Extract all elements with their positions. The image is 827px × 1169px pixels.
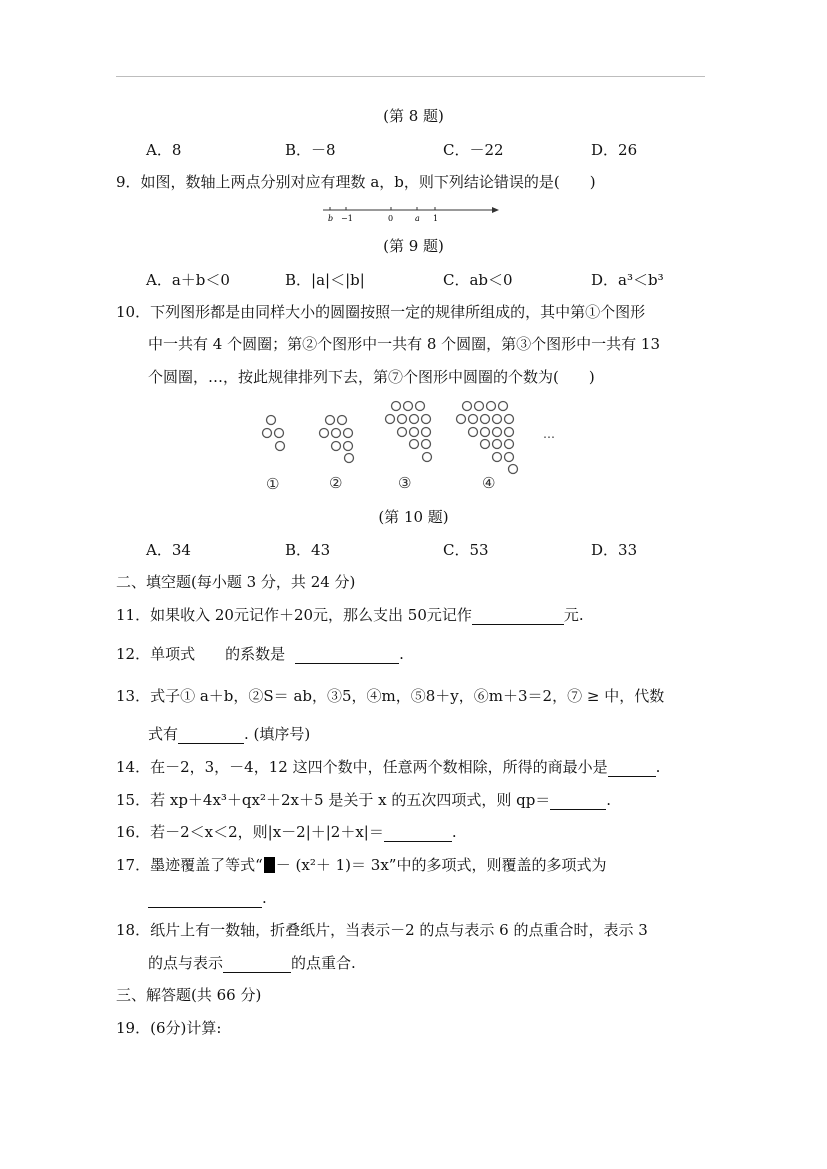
q17-answer-blank[interactable] <box>148 891 262 908</box>
q10-option-d: D．33 <box>591 541 638 559</box>
q8-option-a: A．8 <box>146 141 182 159</box>
q15 <box>116 790 611 810</box>
q10-caption: (第 10 题) <box>378 508 449 526</box>
q10-line3: 个圆圈，…，按此规律排列下去，第⑦个图形中圆圈的个数为( ) <box>148 368 595 386</box>
q9-axis-label-0: 0 <box>388 214 394 223</box>
q13-line2 <box>148 724 310 744</box>
q12-text: 12．单项式 <box>116 645 196 663</box>
q16-answer-blank[interactable] <box>384 825 452 842</box>
q10-label-1: ① <box>266 475 280 493</box>
q10-line2: 中一共有 4 个圆圈；第②个图形中一共有 8 个圆圈，第③个图形中一共有 13 <box>148 335 661 353</box>
q11-text: 11．如果收入 20元记作＋20元，那么支出 50元记作 <box>116 606 472 624</box>
q10-line1: 10．下列图形都是由同样大小的圆圈按照一定的规律所组成的，其中第①个图形 <box>116 303 646 321</box>
q13-answer-blank[interactable] <box>178 727 244 744</box>
q17-period: . <box>262 889 267 907</box>
q16-period: . <box>451 823 457 841</box>
q10-label-4: ④ <box>482 474 496 492</box>
q17-line2 <box>148 888 267 908</box>
q13-note: . (填序号) <box>244 725 311 743</box>
header-rule <box>116 76 705 77</box>
q10-figure-4-circles <box>457 402 518 474</box>
q17-line1 <box>116 855 606 875</box>
q8-caption: (第 8 题) <box>383 107 444 125</box>
q12-period: . <box>399 645 404 663</box>
q18-line1: 18．纸片上有一数轴，折叠纸片，当表示－2 的点与表示 6 的点重合时，表示 3 <box>116 921 648 939</box>
q10-ellipsis: … <box>543 427 555 441</box>
q9-number-line <box>318 202 502 224</box>
q16 <box>116 822 457 842</box>
q10-label-2: ② <box>329 474 343 492</box>
q12-text-mid: 的系数是 <box>225 645 286 663</box>
q18-answer-blank[interactable] <box>223 956 291 973</box>
q10-figure-3-circles <box>386 402 432 462</box>
q9-axis-label-b: b <box>328 214 334 223</box>
q9-axis-label-a: a <box>415 214 420 223</box>
q9-stem: 9．如图，数轴上两点分别对应有理数 a，b，则下列结论错误的是( ) <box>116 173 596 191</box>
q15-answer-blank[interactable] <box>550 793 606 810</box>
q18-text-end: 的点重合. <box>291 954 356 972</box>
q12 <box>116 644 404 664</box>
q9-option-b: B．|a|＜|b| <box>285 271 365 289</box>
q10-circle-patterns <box>255 396 575 496</box>
q11-answer-blank[interactable] <box>472 608 564 625</box>
q9-axis-label-1: 1 <box>433 214 439 223</box>
q16-text: 16．若－2＜x＜2，则|x－2|＋|2＋x|＝ <box>116 823 384 841</box>
q17-text-mid: － (x²＋ 1)＝ 3x”中的多项式，则覆盖的多项式为 <box>275 856 607 874</box>
ink-blot <box>264 857 275 873</box>
q18-line2 <box>148 953 356 973</box>
q14-text: 14．在－2，3，－4，12 这四个数中，任意两个数相除，所得的商最小是 <box>116 758 608 776</box>
q11 <box>116 605 584 625</box>
q13-line1: 13．式子① a＋b，②S＝ ab，③5，④m，⑤8＋y，⑥m＋3＝2，⑦ ≥ 中，代数 <box>116 687 665 705</box>
q19: 19．(6分)计算: <box>116 1019 222 1037</box>
q12-answer-blank[interactable] <box>295 647 399 664</box>
section-3-heading: 三、解答题(共 66 分) <box>116 986 262 1004</box>
q9-option-a: A．a＋b＜0 <box>146 271 230 289</box>
q14 <box>116 757 660 777</box>
q15-text: 15．若 xp＋4x³＋qx²＋2x＋5 是关于 x 的五次四项式，则 qp＝ <box>116 791 551 809</box>
q15-period: . <box>606 791 612 809</box>
q10-option-b: B．43 <box>285 541 331 559</box>
q17-text: 17．墨迹覆盖了等式“ <box>116 856 263 874</box>
q8-option-c: C．－22 <box>443 141 504 159</box>
q18-text: 的点与表示 <box>148 954 224 972</box>
q8-option-d: D．26 <box>591 141 638 159</box>
q13-text: 式有 <box>148 725 179 743</box>
q9-option-d: D．a³＜b³ <box>591 271 664 289</box>
q14-period: . <box>655 758 661 776</box>
q14-answer-blank[interactable] <box>608 760 656 777</box>
q10-figure-1-circles <box>263 416 285 451</box>
q9-axis-label-neg1: −1 <box>341 214 353 223</box>
q11-unit: 元. <box>563 606 584 624</box>
q10-label-3: ③ <box>398 474 412 492</box>
q10-figure-2-circles <box>320 416 354 463</box>
q10-option-a: A．34 <box>146 541 191 559</box>
q9-caption: (第 9 题) <box>383 237 444 255</box>
q8-option-b: B．－8 <box>285 141 336 159</box>
section-2-heading: 二、填空题(每小题 3 分，共 24 分) <box>116 573 356 591</box>
q9-option-c: C．ab＜0 <box>443 271 513 289</box>
q10-option-c: C．53 <box>443 541 489 559</box>
